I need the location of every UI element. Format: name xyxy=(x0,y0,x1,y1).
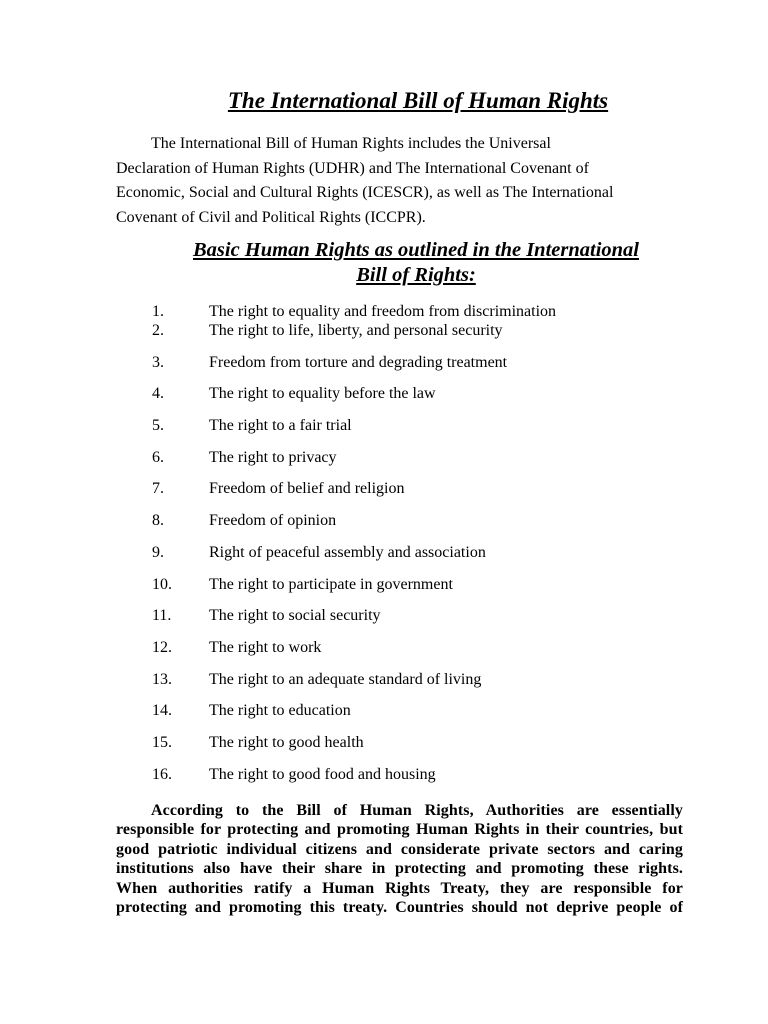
list-item-number: 5. xyxy=(152,417,164,434)
list-item xyxy=(152,543,486,563)
list-item-text: Freedom of belief and religion xyxy=(209,480,405,497)
intro-line: Covenant of Civil and Political Rights (ICCPR). xyxy=(116,208,426,226)
list-item xyxy=(152,416,352,436)
list-item xyxy=(152,575,453,595)
list-item xyxy=(152,670,481,690)
closing-line: When authorities ratify a Human Rights Treaty, they are responsible for xyxy=(116,879,683,897)
list-item-number: 12. xyxy=(152,639,172,656)
list-item-text: The right to good health xyxy=(209,734,364,751)
closing-line: good patriotic individual citizens and considerate private sectors and caring xyxy=(116,840,683,858)
closing-line: institutions also have their share in protecting and promoting these rights. xyxy=(116,860,683,878)
list-item-text: The right to education xyxy=(209,702,351,719)
document-title: The International Bill of Human Rights xyxy=(227,88,609,113)
list-item-number: 15. xyxy=(152,734,172,751)
list-item-number: 8. xyxy=(152,512,164,529)
list-item-text: The right to social security xyxy=(209,607,381,624)
list-item-number: 2. xyxy=(152,322,164,339)
list-item xyxy=(152,511,336,531)
list-item-text: The right to participate in government xyxy=(209,576,453,593)
intro-line: The International Bill of Human Rights includes the Universal xyxy=(151,135,551,152)
list-item-number: 14. xyxy=(152,702,172,719)
list-item-text: The right to equality before the law xyxy=(209,385,436,402)
list-item xyxy=(152,353,507,373)
list-item-text: The right to equality and freedom from discrimination xyxy=(209,303,557,320)
list-item xyxy=(152,321,503,341)
intro-line: Declaration of Human Rights (UDHR) and The International Covenant of xyxy=(116,159,589,177)
list-item-number: 6. xyxy=(152,449,164,466)
list-item-text: Freedom from torture and degrading treatment xyxy=(209,354,508,371)
section-subtitle xyxy=(116,238,716,288)
subtitle-line: Basic Human Rights as outlined in the International xyxy=(192,239,639,261)
intro-paragraph xyxy=(116,132,686,230)
list-item xyxy=(152,733,364,753)
list-item-number: 4. xyxy=(152,385,164,402)
closing-line: responsible for protecting and promoting Human Rights in their countries, but xyxy=(116,821,683,839)
closing-line: protecting and promoting this treaty. Countries should not deprive people of xyxy=(116,899,683,917)
list-item-number: 16. xyxy=(152,766,172,783)
list-item xyxy=(152,302,556,322)
list-item-number: 10. xyxy=(152,576,172,593)
list-item-number: 1. xyxy=(152,303,164,320)
list-item xyxy=(152,448,337,468)
list-item-text: The right to an adequate standard of living xyxy=(209,671,482,688)
list-item xyxy=(152,765,436,785)
list-item-text: The right to privacy xyxy=(209,449,337,466)
closing-line: According to the Bill of Human Rights, Authorities are essentially xyxy=(151,802,683,819)
list-item xyxy=(152,606,381,626)
list-item xyxy=(152,479,405,499)
list-item-text: The right to life, liberty, and personal security xyxy=(209,322,503,339)
list-item xyxy=(152,384,436,404)
closing-paragraph xyxy=(116,801,683,917)
list-item-number: 3. xyxy=(152,354,164,371)
list-item-text: Freedom of opinion xyxy=(209,512,337,529)
list-item-number: 7. xyxy=(152,480,164,497)
list-item xyxy=(152,638,321,658)
list-item-text: Right of peaceful assembly and association xyxy=(209,544,486,561)
list-item-text: The right to work xyxy=(209,639,322,656)
list-item-number: 11. xyxy=(152,607,172,624)
list-item-number: 13. xyxy=(152,671,172,688)
subtitle-line: Bill of Rights: xyxy=(356,264,476,286)
list-item xyxy=(152,701,351,721)
list-item-text: The right to good food and housing xyxy=(209,766,436,783)
list-item-number: 9. xyxy=(152,544,164,561)
intro-line: Economic, Social and Cultural Rights (ICESCR), as well as The International xyxy=(116,184,614,201)
list-item-text: The right to a fair trial xyxy=(209,417,352,434)
